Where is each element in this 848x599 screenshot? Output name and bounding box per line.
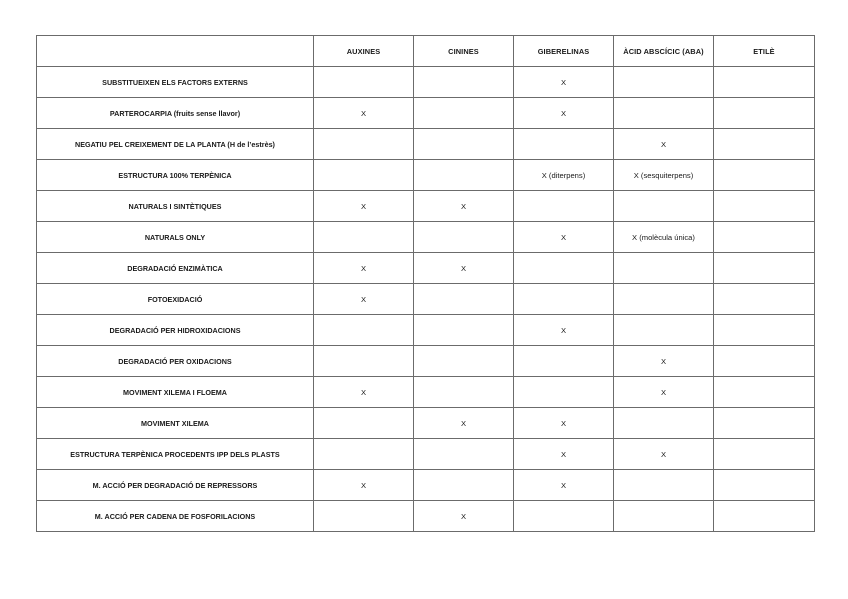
cell-etile [714, 501, 815, 532]
cell-auxines [314, 222, 414, 253]
table-row [37, 67, 815, 98]
row-label: M. ACCIÓ PER DEGRADACIÓ DE REPRESSORS [37, 470, 314, 501]
cell-giberelinas [514, 253, 614, 284]
row-label: MOVIMENT XILEMA [37, 408, 314, 439]
row-label: M. ACCIÓ PER CADENA DE FOSFORILACIONS [37, 501, 314, 532]
row-label: NEGATIU PEL CREIXEMENT DE LA PLANTA (H de l’estrès) [37, 129, 314, 160]
cell-giberelinas: X [514, 98, 614, 129]
row-label: DEGRADACIÓ ENZIMÀTICA [37, 253, 314, 284]
cell-aba [614, 98, 714, 129]
cell-etile [714, 67, 815, 98]
cell-giberelinas [514, 191, 614, 222]
cell-cinines: X [414, 408, 514, 439]
cell-aba: X [614, 439, 714, 470]
cell-auxines [314, 160, 414, 191]
header-auxines: AUXINES [314, 36, 414, 67]
cell-etile [714, 160, 815, 191]
row-label: FOTOEXIDACIÓ [37, 284, 314, 315]
cell-aba [614, 408, 714, 439]
cell-aba: X [614, 346, 714, 377]
header-cinines: CININES [414, 36, 514, 67]
row-label: PARTEROCARPIA (fruits sense llavor) [37, 98, 314, 129]
cell-aba [614, 67, 714, 98]
cell-aba [614, 315, 714, 346]
cell-giberelinas [514, 346, 614, 377]
cell-auxines [314, 501, 414, 532]
cell-auxines [314, 439, 414, 470]
cell-aba: X (molècula única) [614, 222, 714, 253]
cell-cinines: X [414, 191, 514, 222]
cell-cinines [414, 160, 514, 191]
table-row [37, 284, 815, 315]
row-label: MOVIMENT XILEMA I FLOEMA [37, 377, 314, 408]
cell-etile [714, 346, 815, 377]
cell-auxines: X [314, 284, 414, 315]
cell-giberelinas: X [514, 315, 614, 346]
cell-giberelinas [514, 501, 614, 532]
cell-cinines [414, 222, 514, 253]
cell-cinines [414, 439, 514, 470]
table-row [37, 439, 815, 470]
cell-giberelinas [514, 284, 614, 315]
row-label: SUBSTITUEIXEN ELS FACTORS EXTERNS [37, 67, 314, 98]
header-giberelinas: GIBERELINAS [514, 36, 614, 67]
row-label: DEGRADACIÓ PER HIDROXIDACIONS [37, 315, 314, 346]
cell-etile [714, 222, 815, 253]
cell-giberelinas: X [514, 408, 614, 439]
cell-giberelinas: X [514, 470, 614, 501]
cell-aba: X [614, 377, 714, 408]
table-row [37, 129, 815, 160]
cell-giberelinas: X [514, 67, 614, 98]
cell-etile [714, 253, 815, 284]
cell-etile [714, 129, 815, 160]
cell-auxines: X [314, 191, 414, 222]
cell-aba: X [614, 129, 714, 160]
cell-auxines [314, 408, 414, 439]
cell-etile [714, 470, 815, 501]
row-label: DEGRADACIÓ PER OXIDACIONS [37, 346, 314, 377]
table-row [37, 501, 815, 532]
cell-aba [614, 501, 714, 532]
cell-cinines: X [414, 501, 514, 532]
header-corner [37, 36, 314, 67]
cell-giberelinas [514, 377, 614, 408]
cell-aba [614, 470, 714, 501]
cell-aba [614, 191, 714, 222]
row-label: NATURALS I SINTÈTIQUES [37, 191, 314, 222]
cell-giberelinas: X [514, 222, 614, 253]
header-row [37, 36, 815, 67]
cell-aba [614, 253, 714, 284]
cell-etile [714, 284, 815, 315]
cell-cinines [414, 284, 514, 315]
cell-giberelinas: X (diterpens) [514, 160, 614, 191]
cell-auxines [314, 67, 414, 98]
cell-etile [714, 98, 815, 129]
cell-auxines: X [314, 253, 414, 284]
table-row [37, 315, 815, 346]
cell-etile [714, 315, 815, 346]
cell-cinines [414, 315, 514, 346]
table-body [37, 67, 815, 532]
cell-etile [714, 439, 815, 470]
cell-auxines: X [314, 470, 414, 501]
cell-cinines: X [414, 253, 514, 284]
row-label: NATURALS ONLY [37, 222, 314, 253]
table-row [37, 470, 815, 501]
cell-etile [714, 191, 815, 222]
header-aba: ÀCID ABSCÍCIC (ABA) [614, 36, 714, 67]
cell-cinines [414, 346, 514, 377]
cell-giberelinas [514, 129, 614, 160]
cell-cinines [414, 129, 514, 160]
cell-auxines: X [314, 98, 414, 129]
cell-etile [714, 377, 815, 408]
cell-auxines [314, 346, 414, 377]
table-row [37, 160, 815, 191]
table-row [37, 191, 815, 222]
cell-etile [714, 408, 815, 439]
cell-auxines: X [314, 377, 414, 408]
cell-aba: X (sesquiterpens) [614, 160, 714, 191]
table-row [37, 408, 815, 439]
cell-auxines [314, 129, 414, 160]
row-label: ESTRUCTURA TERPÈNICA PROCEDENTS IPP DELS PLASTS [37, 439, 314, 470]
table-row [37, 253, 815, 284]
row-label: ESTRUCTURA 100% TERPÈNICA [37, 160, 314, 191]
table-row [37, 346, 815, 377]
cell-auxines [314, 315, 414, 346]
table-row [37, 98, 815, 129]
header-etile: ETILÈ [714, 36, 815, 67]
cell-cinines [414, 377, 514, 408]
hormone-comparison-table [36, 35, 815, 532]
cell-giberelinas: X [514, 439, 614, 470]
table-row [37, 222, 815, 253]
table-row [37, 377, 815, 408]
cell-cinines [414, 67, 514, 98]
cell-aba [614, 284, 714, 315]
cell-cinines [414, 470, 514, 501]
cell-cinines [414, 98, 514, 129]
